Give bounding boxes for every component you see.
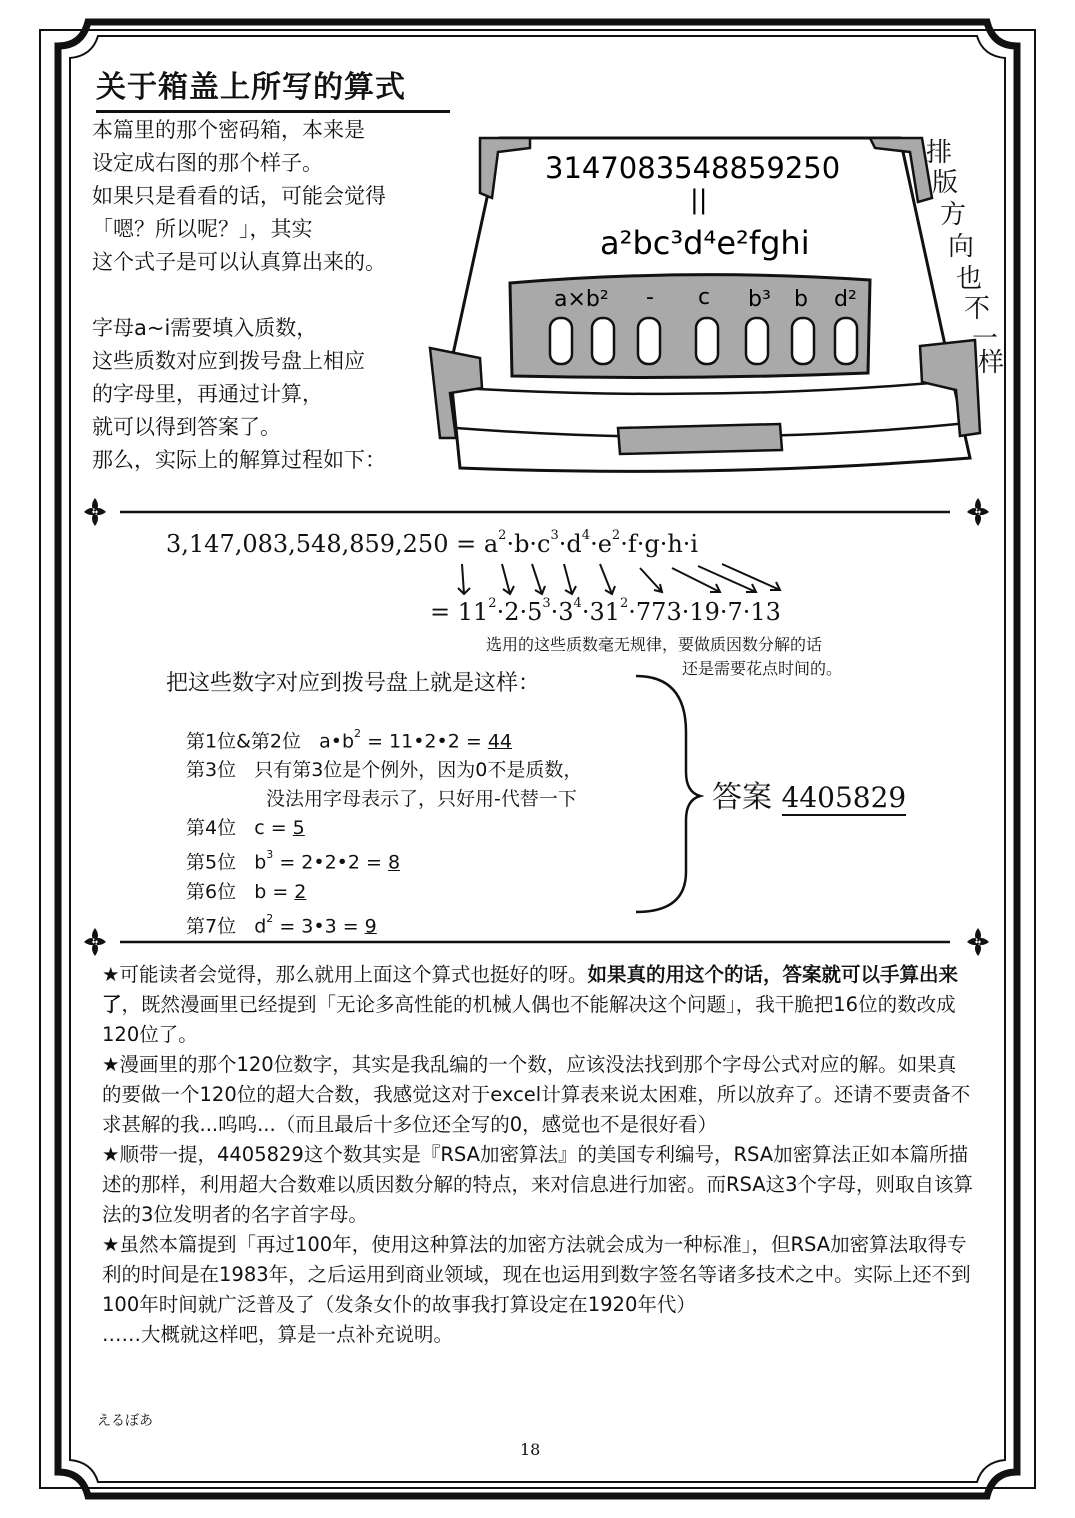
intro-text xyxy=(92,114,472,477)
mapping-row: 第7位 $d^2$ = 3•3 = 9 xyxy=(186,911,377,937)
paragraph: ★可能读者会觉得，那么就用上面这个算式也挺好的呀。如果真的用这个的话，答案就可以手算出来了，既然漫画里已经提到「无论多高性能的机械人偶也不能解决这个问题」，我干脆把16位的数改成120位了。 xyxy=(102,963,958,1046)
equation-note-1: 选用的这些质数毫无规律，要做质因数分解的话 xyxy=(486,635,823,654)
paragraph: ★虽然本篇提到「再过100年，使用这种算法的加密方法就会成为一种标准」，但RSA加密算法取得专利的时间是在1983年，之后运用到商业领域，现在也运用到数字签名等诸多技术之中。实际上还不到100年时间就广泛普及了（发条女仆的故事我打算设定在1920年代） xyxy=(102,1233,971,1316)
paragraph: ……大概就这样吧，算是一点补充说明。 xyxy=(102,1323,454,1346)
dial-label: b xyxy=(794,287,808,312)
box-formula: a²bc³d⁴e²fghi xyxy=(600,224,810,262)
lockbox-illustration xyxy=(420,118,990,488)
equation-line-2: = $11^2\cdot 2\cdot 5^3\cdot 3^4\cdot 31^2\cdot 773\cdot 19\cdot 7\cdot 13$ xyxy=(430,596,781,626)
dial-label: b³ xyxy=(748,287,771,312)
vertical-note xyxy=(918,132,1008,378)
mapping-row: 没法用字母表示了，只好用-代替一下 xyxy=(266,788,577,811)
dial-label: - xyxy=(646,285,654,310)
intro-line: 的字母里，再通过计算， xyxy=(92,382,323,406)
answer-value: 4405829 xyxy=(781,781,907,814)
dial-label: a×b² xyxy=(554,287,609,312)
mapping-row: 第1位&第2位 $a•b^2$ = 11•2•2 = 44 xyxy=(186,727,512,753)
page-number: 18 xyxy=(520,1440,541,1459)
mapping-row: 第4位 c = 5 xyxy=(186,817,305,840)
intro-line: 「嗯？所以呢？」，其实 xyxy=(92,217,313,241)
mapping-row: 第6位 b = 2 xyxy=(186,880,307,903)
answer xyxy=(712,772,906,816)
intro-line: 那么，实际上的解算过程如下： xyxy=(92,448,386,472)
vertical-char: 也 xyxy=(956,264,983,294)
signature: えるぼあ xyxy=(97,1413,153,1429)
intro-line: 本篇里的那个密码箱，本来是 xyxy=(92,118,365,142)
equation-line-1: $3,147,083,548,859,250 = a^2\cdot b\cdot c^3\cdot d^4\cdot e^2\cdot f\cdot g\cdot h\cdot i$ xyxy=(166,528,699,558)
mapping-row: 第3位 只有第3位是个例外，因为0不是质数， xyxy=(186,759,583,782)
mapping-row: 第5位 $b^3$ = 2•2•2 = 8 xyxy=(186,848,401,874)
dial-label: d² xyxy=(834,287,857,312)
vertical-char: 一 xyxy=(972,324,999,354)
brace xyxy=(626,672,706,916)
paragraph: ★漫画里的那个120位数字，其实是我乱编的一个数，应该没法找到那个字母公式对应的解。如果真的要做一个120位的超大合数，我感觉这对于excel计算表来说太困难，所以放弃了。还请不要责备不求甚解的我...呜呜...（而且最后十多位还全写的0，感觉也不是很好看） xyxy=(102,1053,971,1136)
equation-note-2: 还是需要花点时间的。 xyxy=(682,659,843,678)
page-title: 关于箱盖上所写的算式 xyxy=(96,62,450,113)
dial-slots xyxy=(550,318,857,364)
vertical-char: 样 xyxy=(978,348,1005,378)
box-equals: || xyxy=(690,185,708,215)
intro-line: 这些质数对应到拨号盘上相应 xyxy=(92,349,365,373)
intro-line: 设定成右图的那个样子。 xyxy=(92,151,323,175)
intro-line: 这个式子是可以认真算出来的。 xyxy=(92,250,386,274)
intro-line: 就可以得到答案了。 xyxy=(92,415,281,439)
vertical-char: 不 xyxy=(964,294,991,324)
intro-line: 字母a~i需要填入质数， xyxy=(92,316,318,340)
paragraph: ★顺带一提，4405829这个数其实是『RSA加密算法』的美国专利编号，RSA加密算法正如本篇所描述的那样，利用超大合数难以质因数分解的特点，来对信息进行加密。而RSA这3个字母，则取自该算法的3位发明者的名字首字母。 xyxy=(102,1143,974,1226)
body-text xyxy=(102,960,974,1350)
vertical-char: 排 xyxy=(926,138,953,168)
intro-line: 如果只是看看的话，可能会觉得 xyxy=(92,184,386,208)
vertical-char: 方 xyxy=(940,200,967,230)
vertical-char: 向 xyxy=(948,232,975,262)
mapping-title: 把这些数字对应到拨号盘上就是这样： xyxy=(166,671,541,696)
box-number: 3147083548859250 xyxy=(545,151,841,185)
vertical-char: 版 xyxy=(932,168,959,198)
mapping-rows xyxy=(186,722,582,941)
answer-label: 答案 xyxy=(712,780,772,815)
dial-label: c xyxy=(698,285,711,310)
